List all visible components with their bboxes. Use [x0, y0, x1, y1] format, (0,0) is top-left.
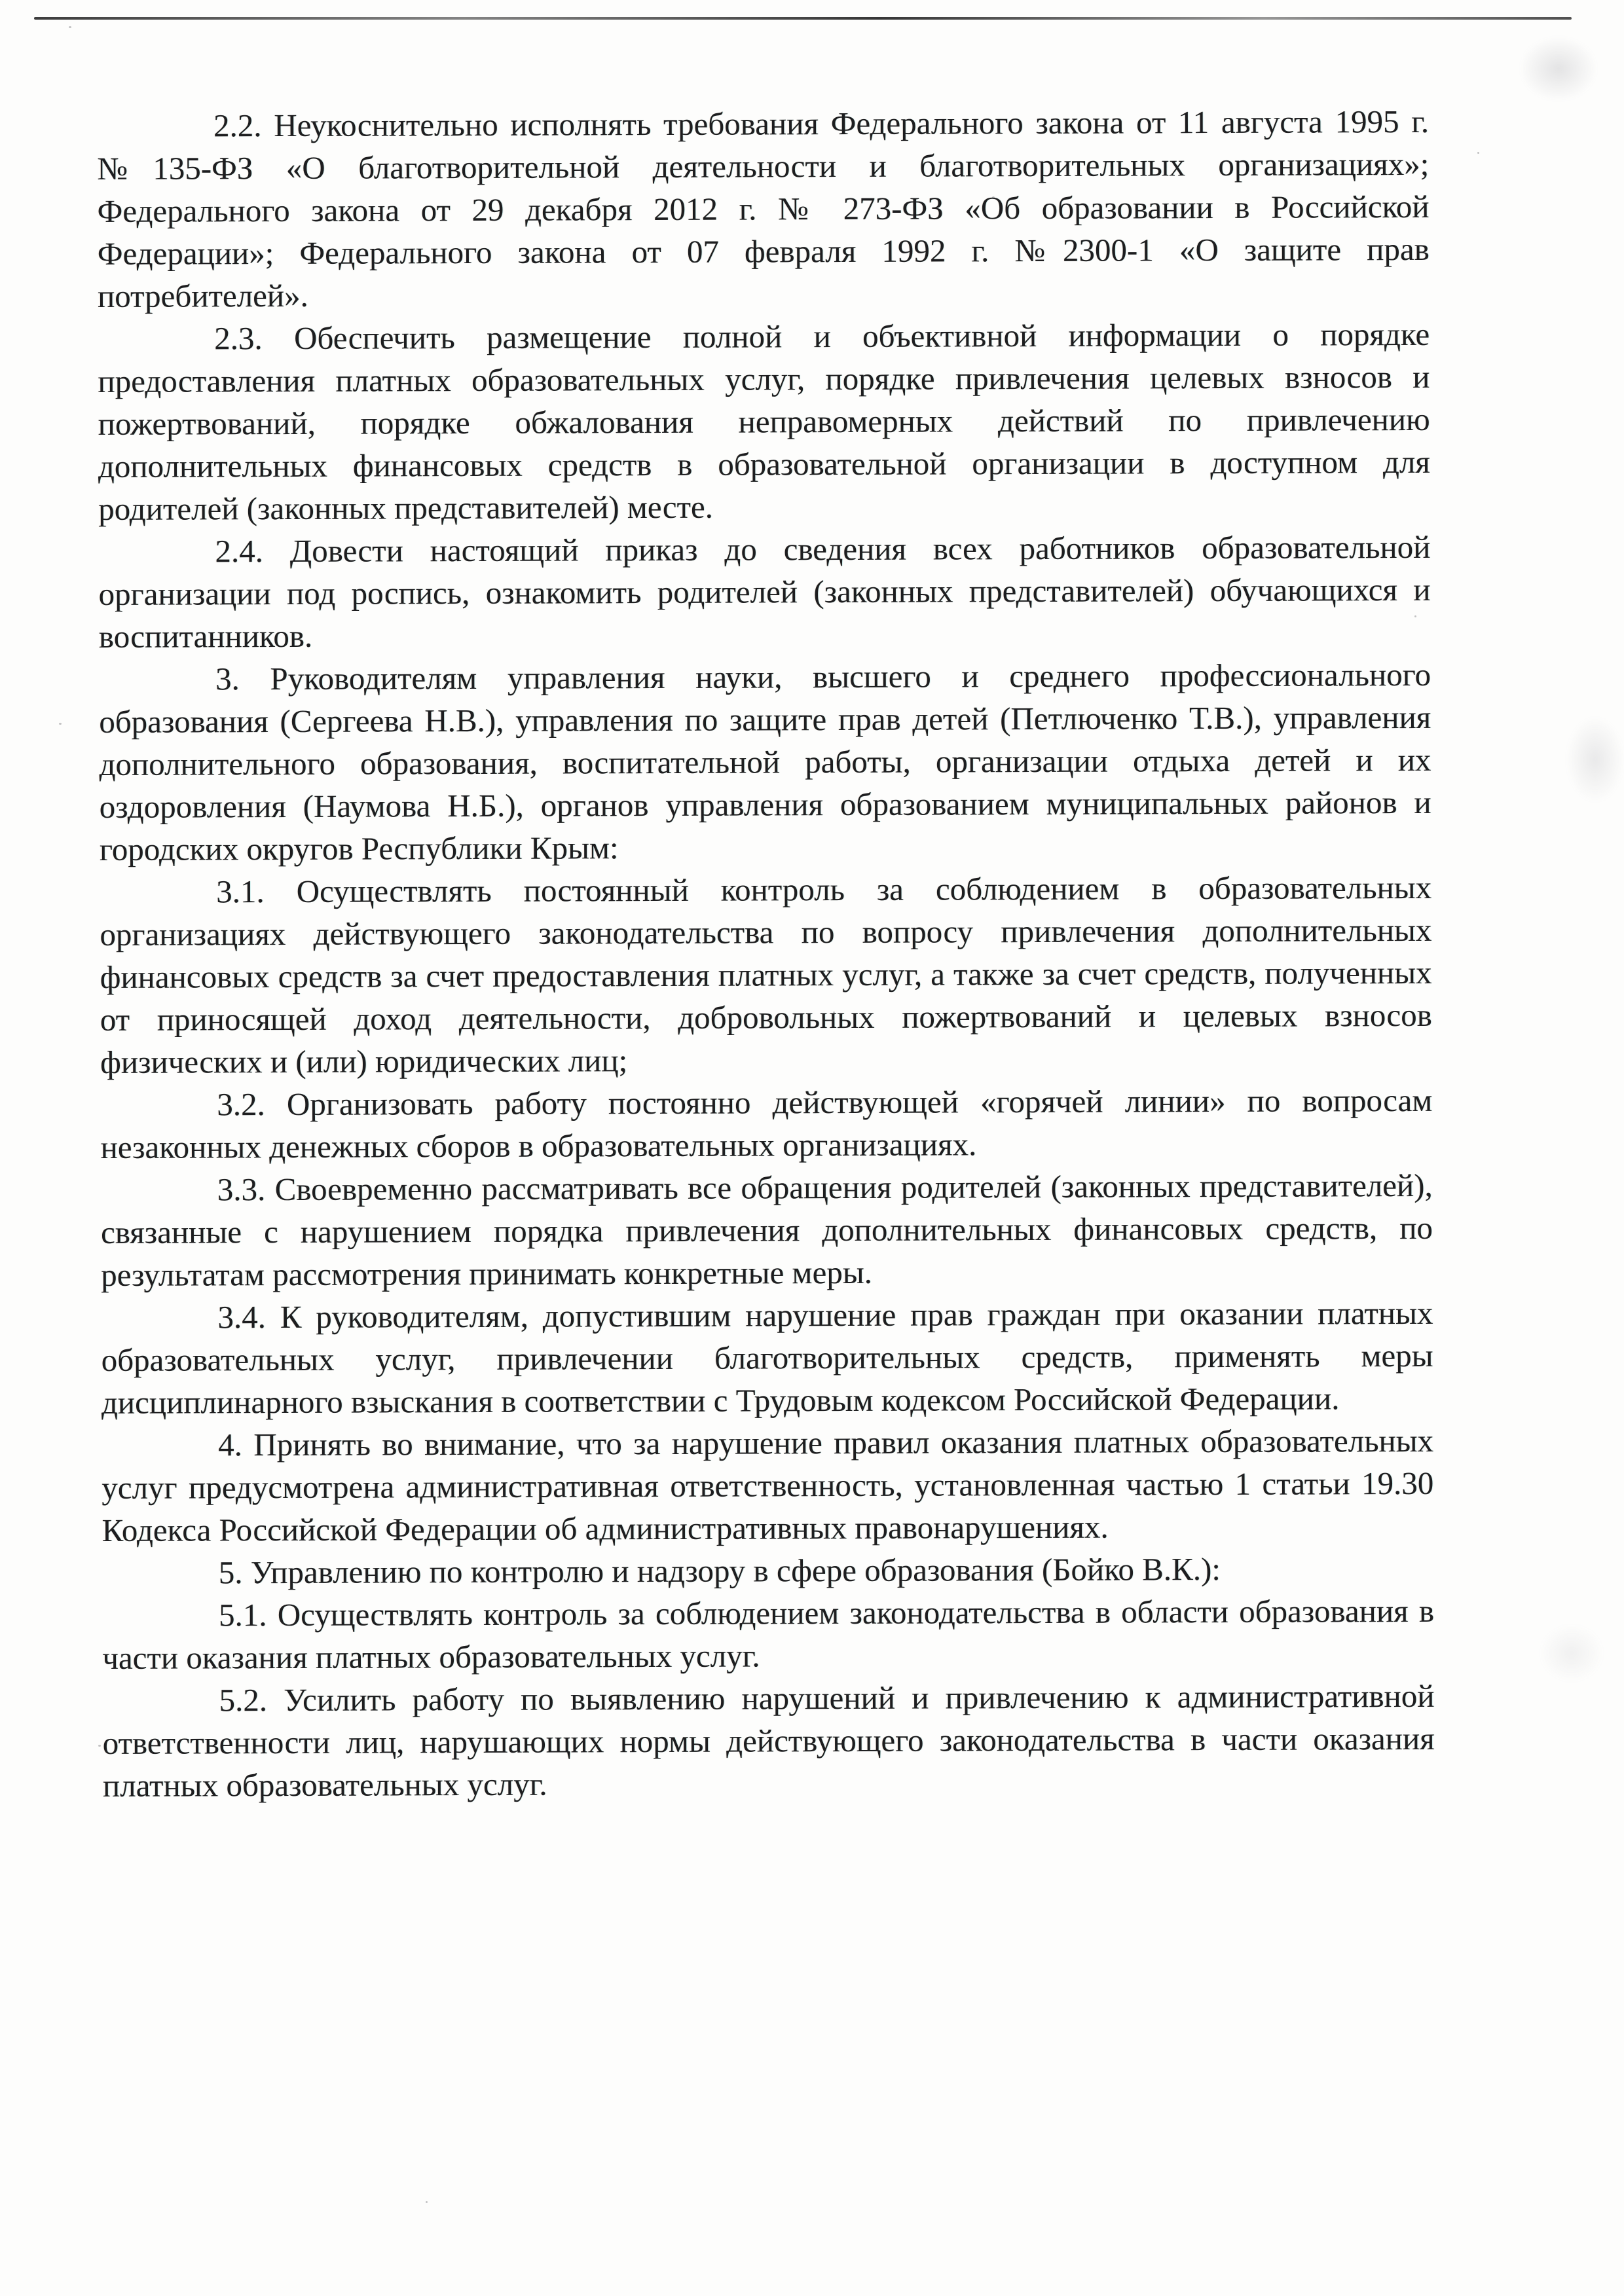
scan-speck [69, 26, 71, 28]
paragraph-3-3: 3.3. Своевременно рассматривать все обращения родителей (законных представителей), связанные с нарушением порядка привлечения дополнительных финансовых средств, по результатам рассмотрения принимать конкретные меры. [100, 1167, 1433, 1293]
scan-edge-line [34, 17, 1572, 20]
document-body [97, 100, 1435, 1807]
paragraph-5: 5. Управлению по контролю и надзору в сфере образования (Бойко В.К.): [218, 1551, 1221, 1591]
scan-smudge [1539, 1624, 1604, 1683]
scan-speck [426, 2201, 428, 2203]
paragraph-3: 3. Руководителям управления науки, высшего и среднего профессионального образования (Сергеева Н.В.), управления по защите прав детей (Петлюченко Т.В.), управления дополнительного образования, воспитательной работы, организации отдыха детей и их оздоровления (Наумова Н.Б.), органов управления образованием муниципальных районов и городских округов Республики Крым: [99, 656, 1431, 867]
paragraph-2-2: 2.2. Неукоснительно исполнять требования Федерального закона от 11 августа 1995 г. №135-ФЗ «О благотворительной деятельности и благотворительных организациях»; Федерального закона от 29 декабря 2012 г. № 273-ФЗ «Об образовании в Российской Федерации»; Федерального закона от 07 февраля 1992 г. №2300-1 «О защите прав потребителей». [97, 103, 1430, 314]
paragraph-2-3: 2.3. Обеспечить размещение полной и объективной информации о порядке предоставления платных образовательных услуг, порядке привлечения целевых взносов и пожертвований, порядке обжалования неправомерных действий по привлечению дополнительных финансовых средств в образовательной организации в доступном для родителей (законных представителей) месте. [98, 316, 1431, 527]
scan-speck [98, 1745, 101, 1747]
paragraph-5-1: 5.1. Осуществлять контроль за соблюдением законодательства в области образования в части оказания платных образовательных услуг. [102, 1592, 1435, 1676]
paragraph-3-2: 3.2. Организовать работу постоянно действующей «горячей линии» по вопросам незаконных денежных сборов в образовательных организациях. [100, 1082, 1433, 1165]
paragraph-4: 4. Принять во внимание, что за нарушение правил оказания платных образовательных услуг предусмотрена административная ответственность, установленная частью 1 статьи 19.30 Кодекса Российской Федерации об административных правонарушениях. [101, 1422, 1434, 1548]
paragraph-2-4: 2.4. Довести настоящий приказ до сведения всех работников образовательной организации под роспись, ознакомить родителей (законных представителей) обучающихся и воспитанников. [98, 528, 1431, 655]
paragraph-3-1: 3.1. Осуществлять постоянный контроль за соблюдением в образовательных организациях действующего законодательства по вопросу привлечения дополнительных финансовых средств за счет предоставления платных услуг, а также за счет средств, полученных от приносящей доход деятельности, добровольных пожертвований и целевых взносов физических и (или) юридических лиц; [100, 869, 1432, 1080]
scan-speck [1477, 152, 1479, 154]
scan-smudge [1566, 717, 1624, 802]
scan-smudge [1519, 36, 1598, 101]
scan-speck [59, 723, 62, 725]
paragraph-5-2: 5.2. Усилить работу по выявлению нарушений и привлечению к административной ответственности лиц, нарушающих нормы действующего законодательства в части оказания платных образовательных услуг. [102, 1677, 1435, 1804]
paragraph-3-4: 3.4. К руководителям, допустившим нарушение прав граждан при оказании платных образовательных услуг, привлечении благотворительных средств, применять меры дисциплинарного взыскания в соответствии с Трудовым кодексом Российской Федерации. [101, 1294, 1433, 1421]
